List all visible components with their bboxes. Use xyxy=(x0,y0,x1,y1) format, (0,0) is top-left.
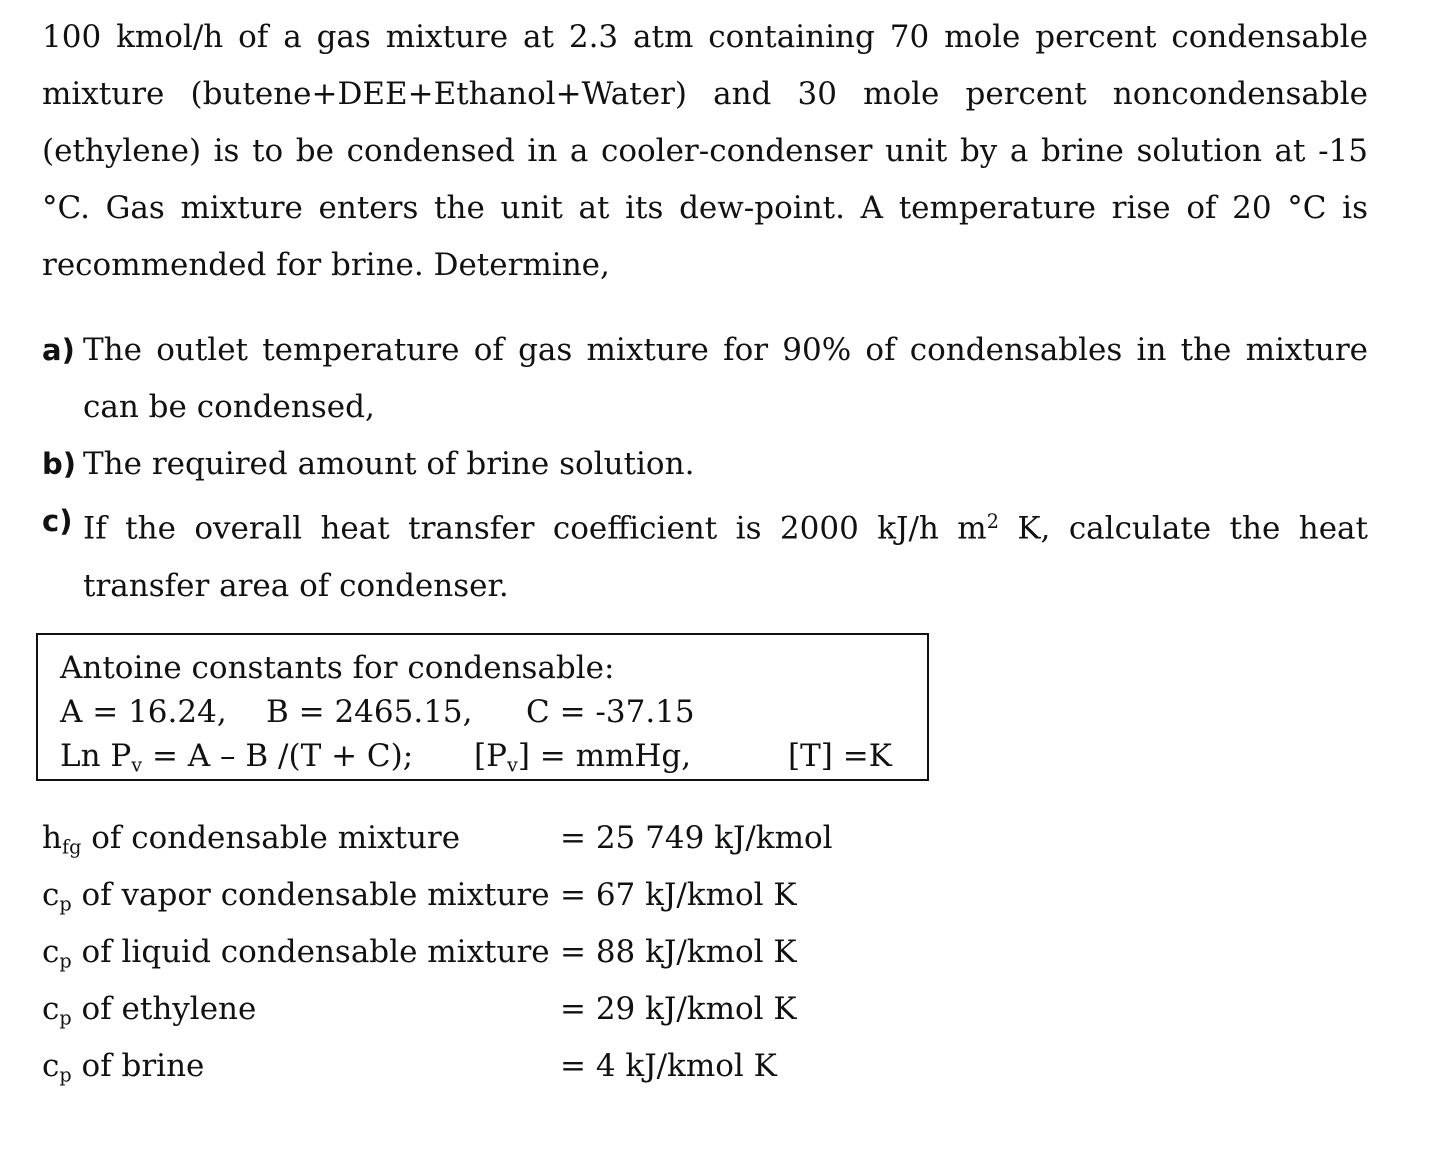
property-symbol: c xyxy=(42,991,60,1027)
question-b xyxy=(42,436,1368,493)
question-text: The required amount of brine solution. xyxy=(83,446,695,482)
property-row xyxy=(42,810,942,867)
subscript: p xyxy=(59,1063,72,1087)
antoine-b-constant: B = 2465.15, xyxy=(266,694,473,730)
superscript: 2 xyxy=(986,510,999,533)
property-value: = 4 kJ/kmol K xyxy=(560,1048,777,1084)
antoine-constants-box xyxy=(36,633,929,781)
property-label: of vapor condensable mixture xyxy=(71,877,550,913)
property-name xyxy=(42,981,256,1046)
unit-close: ] = mmHg, xyxy=(517,738,692,774)
property-value: = 67 kJ/kmol K xyxy=(560,877,797,913)
antoine-equation xyxy=(60,734,413,787)
property-name xyxy=(42,867,550,932)
antoine-title-row xyxy=(60,646,927,690)
property-label: of brine xyxy=(71,1048,205,1084)
question-label: b) xyxy=(42,447,77,481)
property-name xyxy=(42,924,550,989)
question-label: a) xyxy=(42,333,75,367)
question-c xyxy=(42,493,1368,615)
antoine-a-constant: A = 16.24, xyxy=(60,694,227,730)
property-symbol: c xyxy=(42,1048,60,1084)
question-text xyxy=(83,493,1368,615)
property-value: = 29 kJ/kmol K xyxy=(560,991,797,1027)
equation-rhs: = A – B /(T + C); xyxy=(142,738,414,774)
property-label: of ethylene xyxy=(71,991,257,1027)
properties-list xyxy=(42,810,942,1095)
property-value: = 88 kJ/kmol K xyxy=(560,934,797,970)
subscript: fg xyxy=(61,835,82,859)
temperature-unit: [T] =K xyxy=(788,738,892,774)
subscript: p xyxy=(59,949,72,973)
subscript: p xyxy=(59,1006,72,1030)
property-name xyxy=(42,810,460,875)
subscript: v xyxy=(131,753,143,777)
pressure-unit xyxy=(474,734,691,787)
property-label: of condensable mixture xyxy=(81,820,461,856)
property-symbol: h xyxy=(42,820,62,856)
antoine-title: Antoine constants for condensable: xyxy=(60,650,615,686)
subscript: p xyxy=(59,892,72,916)
property-symbol: c xyxy=(42,934,60,970)
equation-lhs: Ln P xyxy=(60,738,132,774)
antoine-c-constant: C = -37.15 xyxy=(526,694,695,730)
question-a xyxy=(42,322,1368,436)
question-text: The outlet temperature of gas mixture for 90% of condensables in the mixture can be condensed, xyxy=(83,332,1368,425)
question-text-part: If the overall heat transfer coefficient is 2000 kJ/h m xyxy=(83,510,987,547)
property-label: of liquid condensable mixture xyxy=(71,934,550,970)
property-name xyxy=(42,1038,204,1103)
problem-statement: 100 kmol/h of a gas mixture at 2.3 atm containing 70 mole percent condensable mixture (butene+DEE+Ethanol+Water) and 30 mole percent noncondensable (ethylene) is to be condensed in a cooler-condenser unit by a brine solution at -15 °C. Gas mixture enters the unit at its dew-point. A temperature rise of 20 °C is recommended for brine. Determine, xyxy=(42,19,1368,283)
question-label: c) xyxy=(42,504,73,538)
question-text-part: K, calculate the heat transfer area of condenser. xyxy=(83,510,1368,604)
unit-open: [P xyxy=(474,738,507,774)
property-row xyxy=(42,924,942,981)
property-row xyxy=(42,981,942,1038)
property-row xyxy=(42,1038,942,1095)
property-value: = 25 749 kJ/kmol xyxy=(560,820,833,856)
subscript: v xyxy=(506,753,518,777)
property-symbol: c xyxy=(42,877,60,913)
property-row xyxy=(42,867,942,924)
